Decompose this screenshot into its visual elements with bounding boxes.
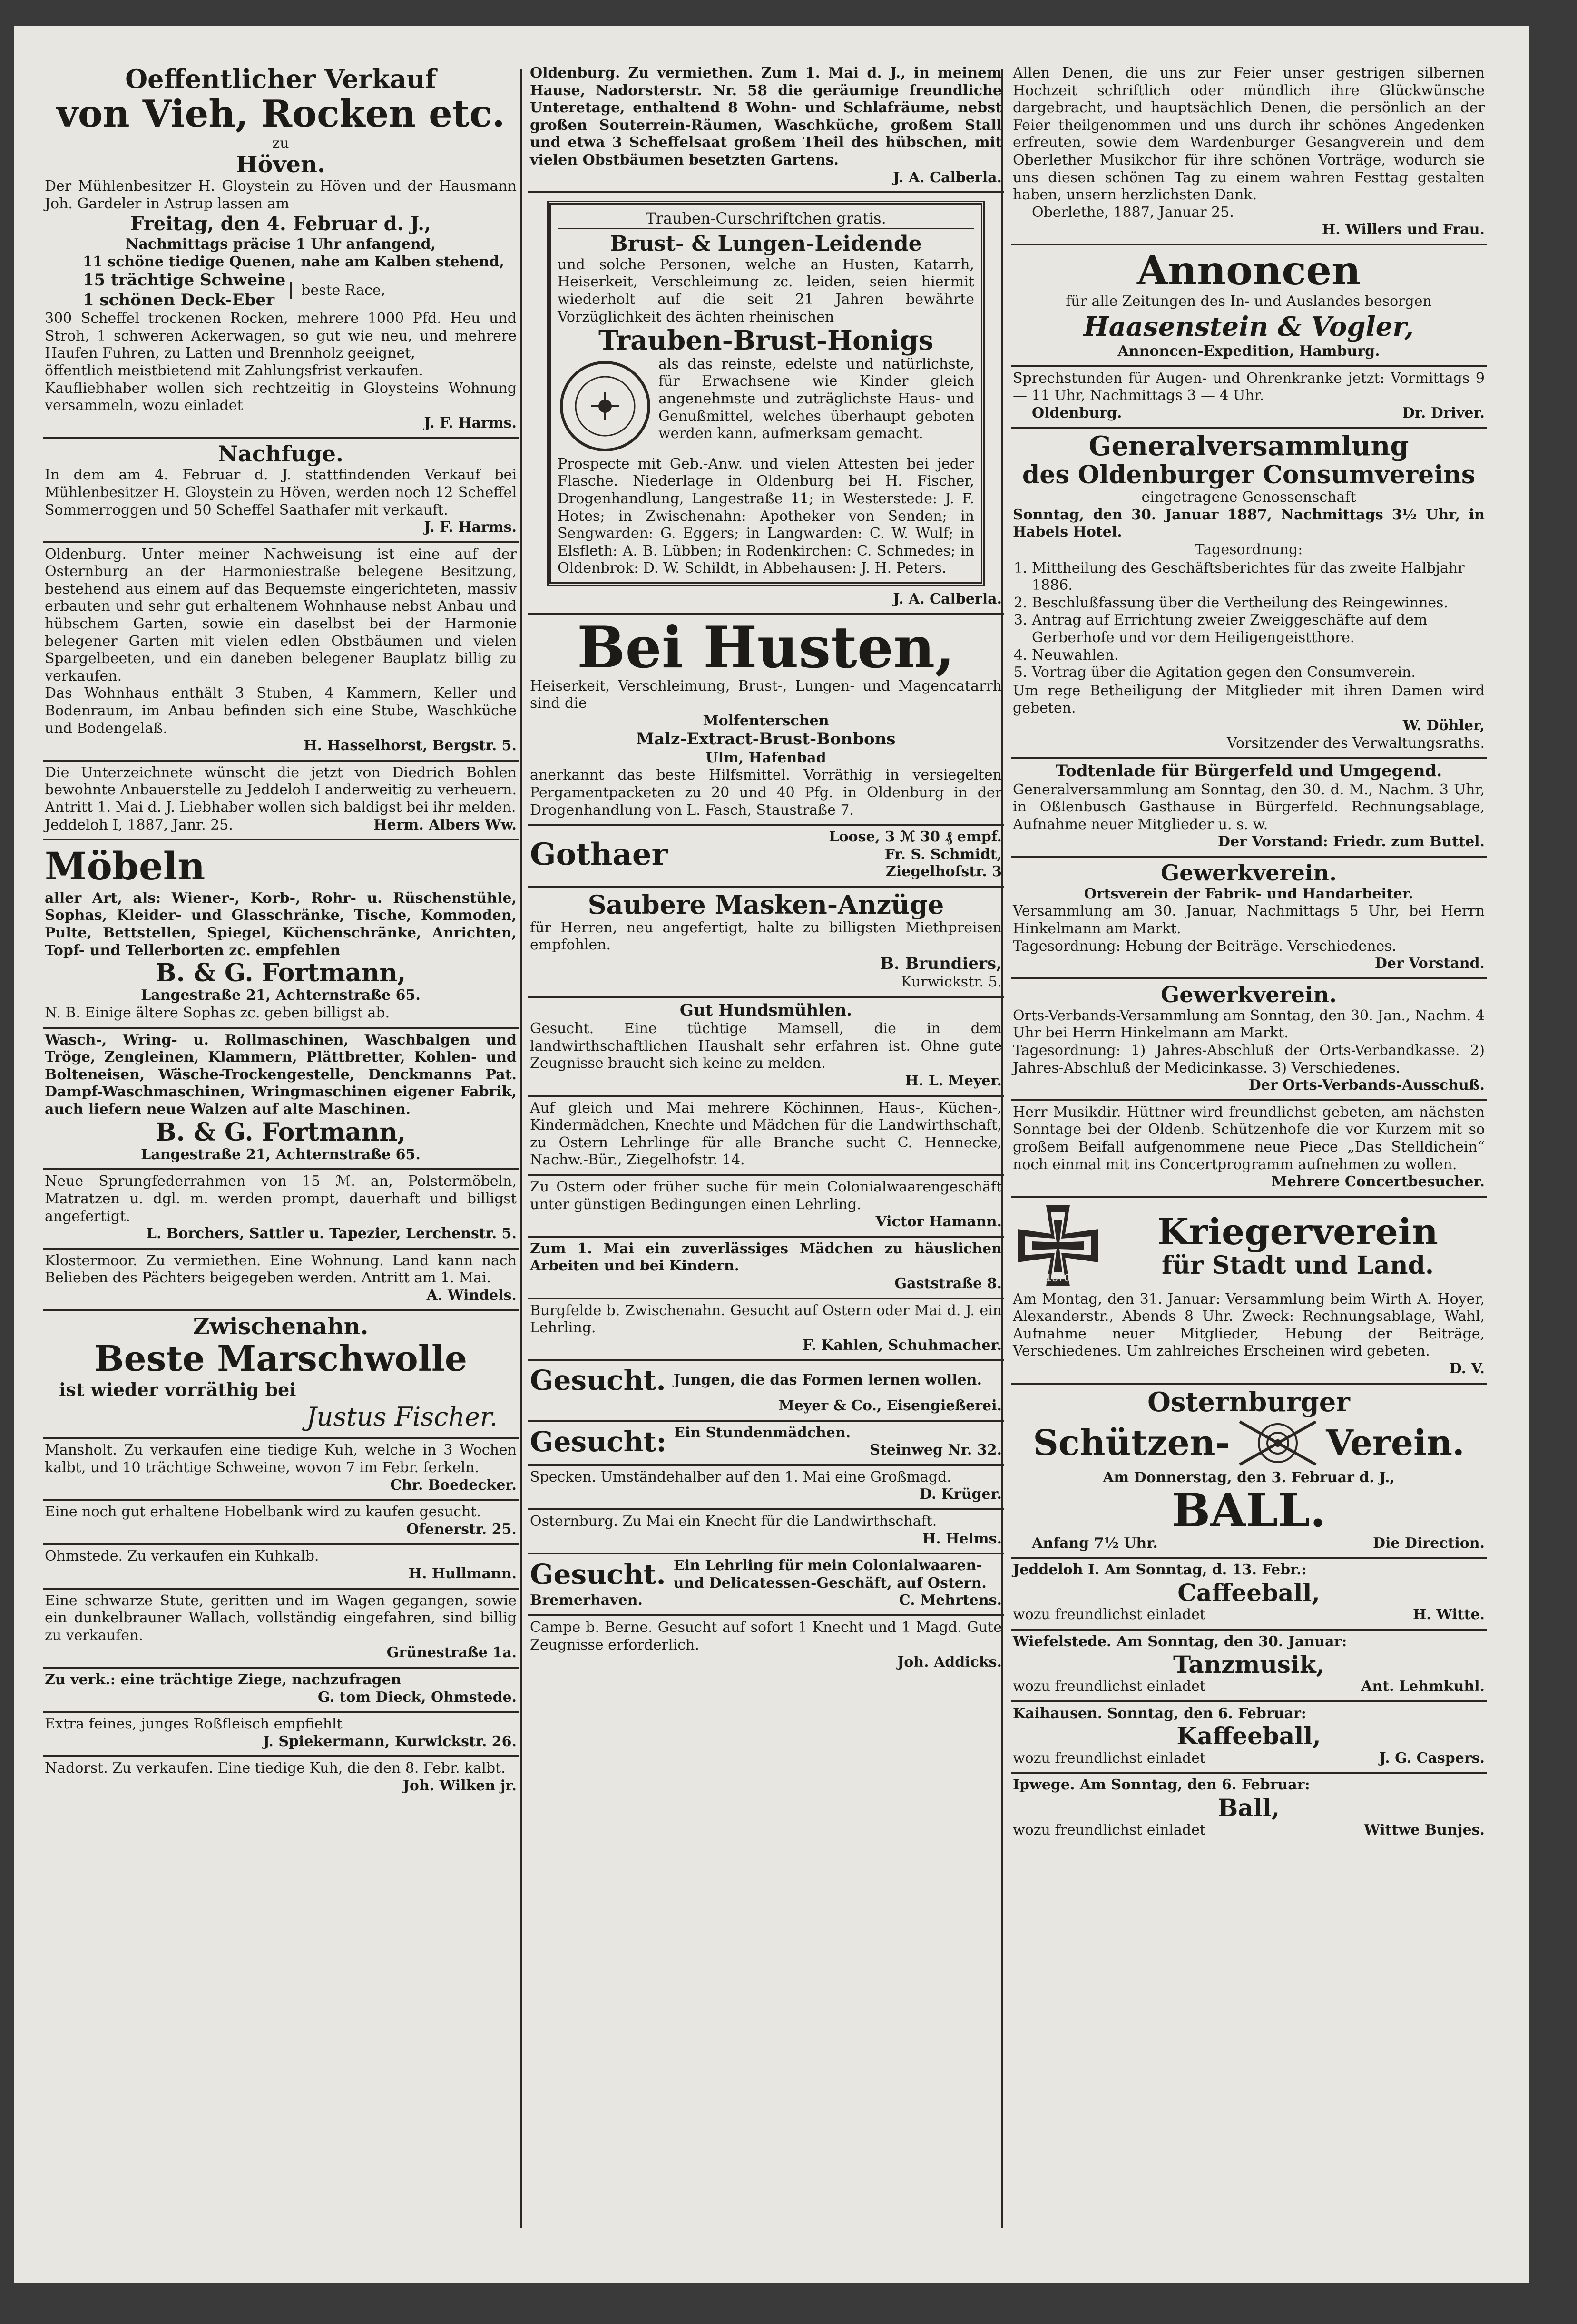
ad-agenda-label: Tagesordnung: [1195,541,1303,558]
ad-text: Fr. S. Schmidt, [884,846,1002,863]
ad-signature: D. Krüger. [919,1486,1002,1503]
ad-signature: H. Witte. [1412,1606,1485,1623]
ad-text: Nadorst. Zu verkaufen. Eine tiedige Kuh, die den 8. Febr. kalbt. [45,1760,506,1777]
ad-tanzmusik [1011,1631,1487,1702]
ad-signature: Der Vorstand: Friedr. zum Buttel. [1217,833,1485,850]
ad-title: Zwischenahn. [193,1313,369,1340]
ad-mansholt [43,1439,519,1501]
ad-osternburg-knecht [528,1510,1004,1554]
ad-title: Osternburger [1147,1386,1350,1418]
ad-osternburg-property [43,543,519,762]
ad-header [530,829,1002,881]
ad-product: Ulm, Hafenbad [705,749,826,766]
ad-firm: B. & G. Fortmann, [155,958,406,988]
ad-title: Bei Husten, [577,614,955,681]
ad-signature: J. G. Caspers. [1379,1749,1485,1767]
ad-text: Allen Denen, die uns zur Feier unser gestrigen silbernen Hochzeit schriftlich oder mündlich ihre Glückwünsche dargebracht, und hauptsächlich Denen, die persönlich an der Feier theilgenommen und uns durch ihr schönes Angedenken erfreuten, sowie dem Wardenburger Gesangverein und dem Oberlether Musikchor für ihre schönen Vorträge, wodurch sie uns diesen schönen Tag zu einem wahren Festtag gestalten haben, unsern herzlichsten Dank. [1013,65,1485,204]
ad-text: In dem am 4. Februar d. J. stattfindenden Verkauf bei Mühlenbesitzer H. Gloystein zu Höven, werden noch 12 Scheffel Sommerroggen und 50 Scheffel Saathafer mit verkauft. [45,467,517,518]
ad-nadorst [43,1757,519,1799]
column-left [43,62,519,2236]
ad-text: Ein Lehrling für mein Colonialwaaren- und Delicatessen-Geschäft, auf Ostern. [673,1557,987,1592]
ad-waschmaschinen [43,1029,519,1171]
ad-header [530,1557,1002,1592]
ad-signature: Dr. Driver. [1402,404,1485,421]
ad-masken-anzuege [528,888,1004,998]
ad-banner: Trauben-Curschriftchen gratis. [558,209,974,229]
agenda-item: 1. Mittheilung des Geschäftsberichtes für das zweite Halbjahr 1886. [1032,560,1485,595]
ad-title: Gesucht. [530,1364,666,1397]
ad-header [1013,1201,1485,1291]
ad-signature: H. Hullmann. [408,1565,517,1582]
ad-signature: D. V. [1449,1360,1485,1377]
ad-footer [1013,405,1485,422]
ad-signature: Justus Fischer. [306,1401,498,1432]
ad-text: öffentlich meistbietend mit Zahlungsfrist verkaufen. [45,362,423,380]
ad-text: Vorsitzender des Verwaltungsraths. [1227,734,1485,752]
ad-title: des Oldenburger Consumvereins [1022,460,1476,490]
ad-text: Zu Ostern oder früher suche für mein Colonialwaarengeschäft unter günstigen Bedingungen einen Lehrling. [530,1178,1002,1213]
ad-signature: Herm. Albers Ww. [373,816,517,833]
ad-title: Brust- & Lungen-Leidende [610,232,922,256]
ad-text: Ohmstede. Zu verkaufen ein Kuhkalb. [45,1548,319,1565]
ad-signature: W. Döhler, [1402,717,1485,734]
ad-ohmstede-kalb [43,1545,519,1589]
agenda-item: 5. Vortrag über die Agitation gegen den Consumverein. [1032,664,1485,682]
ad-signature: H. L. Meyer. [905,1073,1002,1089]
ad-title: Gesucht: [530,1425,666,1458]
ad-text: Um rege Betheiligung der Mitglieder mit ihren Damen wird gebeten. [1013,682,1485,717]
ad-header [1013,1417,1485,1469]
ad-signature: Ant. Lehmkuhl. [1361,1678,1485,1695]
ad-title: Caffeeball, [1177,1578,1320,1607]
ad-klostermoor [43,1250,519,1311]
ad-text: Klostermoor. Zu vermiethen. Eine Wohnung. Land kann nach Belieben des Pächters beigegeben werden. Antritt am 1. Mai. [45,1252,517,1287]
ad-caffeeball-jeddeloh [1011,1559,1487,1631]
ad-signature: Der Orts-Verbands-Ausschuß. [1248,1077,1485,1094]
ad-text: Campe b. Berne. Gesucht auf sofort 1 Knecht und 1 Magd. Gute Zeugnisse erforderlich. [530,1619,1002,1653]
ad-dr-driver [1011,367,1487,429]
ad-footer [1013,1678,1485,1696]
ad-address: Langestraße 21, Achternstraße 65. [141,987,421,1004]
ad-rossfleisch [43,1713,519,1757]
crossed-rifles-target-icon [1237,1417,1318,1469]
ad-signature: H. Willers und Frau. [1322,221,1485,238]
agenda-item: 2. Beschlußfassung über die Vertheilung des Reingewinnes. [1032,595,1485,612]
ad-title: Kaffeeball, [1176,1722,1321,1750]
ad-text: Oldenburg. Unter meiner Nachweisung ist eine auf der Osternburg an der Harmoniestraße belegene Besitzung, bestehend aus einem auf das Bequemste eingerichteten, massiv erbauten und sehr gut erhaltenem Wohnhause nebst Anbau und hübschem Garten, sowie ein daselbst bei der Harmonie belegener Garten mit vielen edlen Obstbäumen und vielen Spargelbeeten, und ein daneben belegener Bauplatz billig zu verkaufen. [45,546,517,684]
ad-signature: A. Windels. [426,1287,517,1304]
ad-annoncen [1011,245,1487,367]
ad-text: Tagesordnung: Hebung der Beiträge. Verschiedenes. [1013,937,1397,955]
ad-title: Generalversammlung [1088,430,1409,462]
ad-text: Heiserkeit, Verschleimung, Brust-, Lungen- und Magencatarrh sind die [530,677,1002,712]
ad-text: Annoncen-Expedition, Hamburg. [1117,342,1380,360]
ad-text: Ein Stundenmädchen. [674,1424,851,1441]
ad-text: Zu verk.: eine trächtige Ziege, nachzufragen [45,1671,402,1688]
ad-text: wozu freundlichst einladet [1013,1821,1205,1838]
ad-text: ist wieder vorräthig bei [59,1379,296,1401]
ad-signature: Meyer & Co., Eisengießerei. [778,1397,1002,1415]
iron-cross-icon [1013,1201,1103,1291]
ad-anbauerstelle [43,762,519,840]
ad-footer [1013,1535,1485,1553]
ad-text: eingetragene Genossenschaft [1141,489,1356,506]
ad-text: Kaufliebhaber wollen sich rechtzeitig in Gloysteins Wohnung versammeln, wozu einladet [45,380,517,414]
ad-stute [43,1590,519,1669]
ad-text-stack [1111,1211,1485,1279]
ad-title: Saubere Masken-Anzüge [588,889,944,920]
ad-signature: J. F. Harms. [424,519,517,536]
ad-footer [1013,1606,1485,1624]
ad-text: Generalversammlung am Sonntag, den 30. d. M., Nachm. 3 Uhr, in Oßlenbusch Gasthause in Bürgerfeld. Rechnungsablage, Aufnahme neuer Mitglieder u. s. w. [1013,781,1485,833]
ad-signature: J. A. Calberla. [893,169,1002,186]
ad-title: Ball, [1217,1794,1280,1822]
ad-text: zu [272,135,289,152]
ad-hundsmuehlen [528,998,1004,1097]
ad-title: Beste Marschwolle [94,1338,468,1380]
ad-text: für alle Zeitungen des In- und Auslandes besorgen [1066,293,1432,310]
ad-place: Jeddeloh I, 1887, Janr. 25. [45,816,233,833]
ad-footer [530,1592,1002,1610]
ad-kaffeeball-kaihausen [1011,1702,1487,1774]
ad-title: Gewerkverein. [1161,981,1337,1007]
ad-time: Nachmittags präcise 1 Uhr anfangend, [125,236,436,253]
ad-text: Mansholt. Zu verkaufen eine tiedige Kuh, welche in 3 Wochen kalbt, und 10 trächtige Schweine, wovon 7 im Febr. ferkeln. [45,1442,517,1476]
ad-moebeln [43,840,519,1028]
ad-text: Die Unterzeichnete wünscht die jetzt von Diedrich Bohlen bewohnte Anbauerstelle zu Jeddeloh I anderweitig zu verheuern. Antritt 1. Mai d. J. Liebhaber wollen sich baldigst bei ihr melden. [45,764,517,816]
ad-todtenlade [1011,759,1487,858]
ad-text: Prospecte mit Geb.-Anw. und vielen Attesten bei jeder Flasche. Niederlage in Oldenburg bei H. Fischer, Drogenhandlung, Langestraße 11; in Westerstede: J. F. Hotes; in Zwischenahn: Apotheker von Senden; in Sengwarden: G. Eggers; in Langwarden: C. W. Wulf; in Elsfleth: A. B. Lübben; in Rodenkirchen: C. Schmedes; in Oldenbrok: D. W. Schildt, in Abbehausen: J. H. Peters. [558,455,974,577]
ad-text: Zum 1. Mai ein zuverlässiges Mädchen zu häuslichen Arbeiten und bei Kindern. [530,1240,1002,1275]
ad-signature: Gaststraße 8. [894,1275,1002,1292]
ad-text: Eine schwarze Stute, geritten und im Wagen gegangen, sowie ein dunkelbrauner Wallach, vollständig eingefahren, sind billig zu verkaufen. [45,1592,517,1644]
ad-hennecke [528,1097,1004,1176]
ad-footer [1013,1750,1485,1767]
ad-title: Nachfuge. [218,441,343,467]
ad-text: Burgfelde b. Zwischenahn. Gesucht auf Ostern oder Mai d. J. ein Lehrling. [530,1302,1002,1337]
ad-text: Der Mühlenbesitzer H. Gloystein zu Höven und der Hausmann Joh. Gardeler in Astrup lassen am [45,178,517,212]
ad-title: von Vieh, Rocken etc. [56,92,505,136]
ad-eisengiesserei [528,1361,1004,1421]
ad-text: Extra feines, junges Roßfleisch empfiehlt [45,1716,343,1733]
ad-header: Kaihausen. Sonntag, den 6. Februar: [1013,1705,1306,1722]
ad-text: Ziegelhofstr. 3 [885,863,1002,880]
ad-text: als das reinste, edelste und natürlichste, für Erwachsene wie Kinder gleich angenehmste und zuträglichste Haus- und Genußmittel, welches überhaupt geboten werden kann, aufmerksam gemacht. [658,355,974,442]
ad-kriegerverein [1011,1198,1487,1385]
ad-auction-hoeven [43,62,519,439]
ad-text: und solche Personen, welche an Husten, Katarrh, Heiserkeit, Verschleimung zc. leiden, seien hiermit wiederholt auf die seit 21 Jahren bewährte Vorzüglichkeit des ächten rheinischen [558,256,974,325]
ad-signature: C. Mehrtens. [899,1592,1002,1609]
ad-text: Sprechstunden für Augen- und Ohrenkranke jetzt: Vormittags 9 — 11 Uhr, Nachmittags 3 — 4 Uhr. [1013,370,1485,404]
ad-text: N. B. Einige ältere Sophas zc. geben billigst ab. [45,1005,390,1021]
ad-signature: Mehrere Concertbesucher. [1271,1173,1485,1191]
ad-text: Gesucht. Eine tüchtige Mamsell, die in dem landwirthschaftlichen Haushalt sehr erfahren ist. Ohne gute Zeugnisse braucht sich keine zu melden. [530,1020,1002,1072]
ad-concert-request [1011,1101,1487,1198]
ad-text: Das Wohnhaus enthält 3 Stuben, 4 Kammern, Keller und Bodenraum, im Anbau befinden sich eine Stube, Waschküche und Bodengelaß. [45,685,517,737]
ad-text: aller Art, als: Wiener-, Korb-, Rohr- u. Rüschenstühle, Sophas, Kleider- und Glasschränke, Tische, Kommoden, Pulte, Bettstellen, Spiegel, Küchenschränke, Anrichten, Topf- und Tellerborten zc. empfehlen [45,889,517,959]
ad-title: Gewerkverein. [1161,860,1337,886]
ad-title: Todtenlade für Bürgerfeld und Umgegend. [1055,762,1442,781]
ad-text: Wasch-, Wring- u. Rollmaschinen, Waschbalgen und Tröge, Zengleinen, Klammern, Plättbretter, Kohlen- und Bolteneisen, Wäsche-Trockengestelle, Denckmanns Pat. Dampf-Waschmaschinen, Wringmaschinen eigener Fabrik, auch liefern neue Walzen auf alte Maschinen. [45,1031,517,1118]
ad-maedchen-gaststrasse [528,1238,1004,1299]
ad-text: Auf gleich und Mai mehrere Köchinnen, Haus-, Küchen-, Kindermädchen, Knechte und Mädchen für die Landwirthschaft, zu Ostern Lehrlinge für alle Branche sucht C. Hennecke, Nachw.-Bür., Ziegelhofstr. 14. [530,1099,1002,1169]
ad-product: Molfenterschen [703,712,829,729]
ad-product: Malz-Extract-Brust-Bonbons [636,730,896,749]
ad-gothaer-loose [528,826,1004,888]
ad-signature: H. Hasselhorst, Bergstr. 5. [304,737,517,754]
ad-header: Ipwege. Am Sonntag, den 6. Februar: [1013,1777,1310,1794]
ad-bei-husten [528,615,1004,826]
ad-title: Gothaer [530,837,668,873]
ad-signature: Der Vorstand. [1374,955,1485,972]
ad-title: Gut Hundsmühlen. [679,1000,852,1020]
ad-address: Langestraße 21, Achternstraße 65. [141,1146,421,1163]
ad-hobelbank [43,1501,519,1545]
ad-signature: H. Helms. [922,1530,1002,1547]
ad-text: Ortsverein der Fabrik- und Handarbeiter. [1084,885,1414,902]
ad-title: Annoncen [1136,246,1361,294]
ad-firm: Haasenstein & Vogler, [1083,311,1414,342]
ad-marschwolle [43,1311,519,1439]
ad-signature: L. Borchers, Sattler u. Tapezier, Lerchenstr. 5. [146,1225,517,1242]
ad-date: Sonntag, den 30. Januar 1887, Nachmittags 3½ Uhr, in Habels Hotel. [1013,506,1485,541]
iron-cross-year: 1870 [1046,1272,1070,1284]
ad-text: wozu freundlichst einladet [1013,1749,1205,1767]
column-right [1011,62,1487,2236]
ad-text: Loose, 3 ℳ 30 ₰ empf. [829,829,1002,846]
ad-text: 300 Scheffel trockenen Rocken, mehrere 1000 Pfd. Heu und Stroh, 1 schweren Ackerwagen, so gut wie neu, und mehrere Haufen Fuhren, zu Latten und Brennholz geeignet, [45,310,517,362]
ad-header [45,843,517,890]
column-rule [520,69,522,2228]
ad-signature: F. Kahlen, Schuhmacher. [803,1337,1002,1354]
ad-signature: Grünestraße 1a. [386,1644,517,1661]
ad-text: für Herren, neu angefertigt, halte zu billigsten Miethpreisen empfohlen. [530,919,1002,954]
ad-sprungfederrahmen [43,1170,519,1249]
ad-hamann-lehrling [528,1176,1004,1238]
ad-header [530,1425,1002,1459]
ad-text: 15 trächtige Schweine [83,271,286,290]
ad-date: Am Donnerstag, den 3. Februar d. J., [1103,1469,1395,1486]
column-middle [528,62,1004,2236]
ad-text: Herr Musikdir. Hüttner wird freundlichst gebeten, am nächsten Sonntage bei der Oldenb. Schützenhofe die vor Kurzem mit so großem Beifall aufgenommene neue Piece „Das Stelldichein“ noch einmal mit ins Concertprogramm aufnehmen zu wollen. [1013,1103,1485,1173]
ad-title: Kriegerverein [1157,1211,1438,1253]
ad-text: 1 schönen Deck-Eber [83,290,274,310]
ad-signature: Steinweg Nr. 32. [870,1442,1002,1459]
ad-title: Tanzmusik, [1173,1650,1325,1679]
agenda-item: 4. Neuwahlen. [1032,647,1485,664]
ad-danksagung [1011,62,1487,245]
ad-signature: Victor Hamann. [875,1213,1002,1230]
ad-signature: Joh. Addicks. [897,1654,1002,1671]
newspaper-page [14,26,1529,2283]
ad-header [530,1364,1002,1397]
ad-text: Tagesordnung: 1) Jahres-Abschluß der Orts-Verbandkasse. 2) Jahres-Abschluß der Medicinkasse. 3) Verschiedenes. [1013,1042,1485,1076]
ad-firm: B. & G. Fortmann, [155,1117,406,1147]
ad-text: Orts-Verbands-Versammlung am Sonntag, den 30. Jan., Nachm. 4 Uhr bei Herrn Hinkelmann am Markt. [1013,1007,1485,1042]
ad-place: Oberlethe, 1887, Januar 25. [1032,204,1234,221]
ad-signature: Joh. Wilken jr. [402,1777,517,1794]
ad-footer [1013,1822,1485,1839]
ad-place: Oldenburg. [1032,404,1122,421]
ad-date: Freitag, den 4. Februar d. J., [130,213,431,235]
ad-gewerkverein-1 [1011,858,1487,979]
ad-signature: J. A. Calberla. [893,591,1002,608]
zickenheimer-stamp-icon [558,359,653,454]
ad-signature: Die Direction. [1372,1534,1485,1552]
ad-place: Bremerhaven. [530,1592,643,1609]
ad-text-group [45,271,517,310]
ad-signature: J. Spiekermann, Kurwickstr. 26. [263,1733,517,1750]
ad-header: Wiefelstede. Am Sonntag, den 30. Januar: [1013,1633,1347,1650]
ad-text: Am Montag, den 31. Januar: Versammlung beim Wirth A. Hoyer, Alexanderstr., Abends 8 Uhr. Zweck: Rechnungsablage, Wahl, Aufnahme neuer Mitglieder, Hebung der Beiträge, Verschiedenes. Um zahlreiches Erscheinen wird gebeten. [1013,1290,1485,1360]
ad-campe [528,1616,1004,1676]
ad-trauben-brust-honig [528,193,1004,615]
agenda-list [1032,560,1485,682]
ad-signature: Ofenerstr. 25. [406,1521,517,1538]
ad-title: Oeffentlicher Verkauf [125,64,436,94]
ad-frame [547,201,985,586]
ad-schuetzenverein-ball [1011,1385,1487,1559]
ad-text-stack [674,1425,1002,1459]
ad-text: Versammlung am 30. Januar, Nachmittags 5 Uhr, bei Herrn Hinkelmann am Markt. [1013,903,1485,937]
ad-time: Anfang 7½ Uhr. [1032,1534,1158,1552]
ad-text: Eine noch gut erhaltene Hobelbank wird zu kaufen gesucht. [45,1504,481,1521]
ad-signature: Wittwe Bunjes. [1364,1821,1485,1838]
ad-title: Verein. [1326,1423,1465,1464]
ad-nachfuge [43,439,519,543]
ad-text: Specken. Umständehalber auf den 1. Mai eine Großmagd. [530,1468,951,1485]
ad-text: anerkannt das beste Hilfsmittel. Vorräthig in versiegelten Pergamentpacketen zu 20 und 40 Pfg. in Oldenburg in der Drogenhandlung von L. Fasch, Staustraße 7. [530,767,1002,819]
ad-text: Osternburg. Zu Mai ein Knecht für die Landwirthschaft. [530,1513,937,1530]
ad-text: Oldenburg. Zu vermiethen. Zum 1. Mai d. J., in meinem Hause, Nadorsterstr. Nr. 58 die geräumige freundliche Unteretage, enthaltend 8 Wohn- und Schlafräume, nebst großen Souterrein-Räumen, Waschküche, großem Stall und etwa 3 Scheffelsaat großem Theil des hübschen, mit vielen Obstbäumen besetzten Gartens. [530,65,1002,168]
ad-title: für Stadt und Land. [1161,1251,1434,1280]
ad-text: Jungen, die das Formen lernen wollen. [673,1372,982,1389]
ad-header: Jeddeloh I. Am Sonntag, d. 13. Febr.: [1013,1562,1307,1579]
ad-mehrtens [528,1554,1004,1616]
ad-title: Möbeln [45,844,206,889]
ad-calberla-vermiethen [528,62,1004,193]
ad-title: Höven. [236,151,325,178]
ad-specken [528,1466,1004,1510]
ad-signature: B. Brundiers, [880,954,1002,973]
ad-text: wozu freundlichst einladet [1013,1606,1205,1623]
ad-title: Schützen- [1033,1423,1230,1464]
ad-text-stack [83,271,285,310]
agenda-item: 3. Antrag auf Errichtung zweier Zweiggeschäfte auf dem Gerberhofe und vor dem Heiligengeistthore. [1032,612,1485,646]
ad-ball-ipwege [1011,1774,1487,1844]
ad-signature: G. tom Dieck, Ohmstede. [318,1689,517,1706]
ad-text-stack [675,829,1002,881]
ad-text: wozu freundlichst einladet [1013,1678,1205,1695]
ad-signature: Chr. Boedecker. [390,1476,517,1494]
ad-text: 11 schöne tiedige Quenen, nahe am Kalben stehend, [83,253,504,270]
ad-burgfelde [528,1299,1004,1361]
ad-title: Trauben-Brust-Honigs [598,325,933,357]
ad-consumverein [1011,429,1487,759]
ad-text: beste Race, [290,282,517,300]
ad-text: Neue Sprungfederrahmen von 15 ℳ. an, Polstermöbeln, Matratzen u. dgl. m. werden prompt, dauerhaft und billigst angefertigt. [45,1173,517,1225]
ad-title: BALL. [1171,1483,1326,1537]
ad-ziege [43,1669,519,1713]
ad-address: Kurwickstr. 5. [901,974,1002,991]
ad-gewerkverein-2 [1011,979,1487,1101]
ad-title: Gesucht. [530,1558,666,1591]
ad-stundenmaedchen [528,1422,1004,1466]
ad-footer [45,817,517,834]
ad-signature: J. F. Harms. [424,414,517,431]
